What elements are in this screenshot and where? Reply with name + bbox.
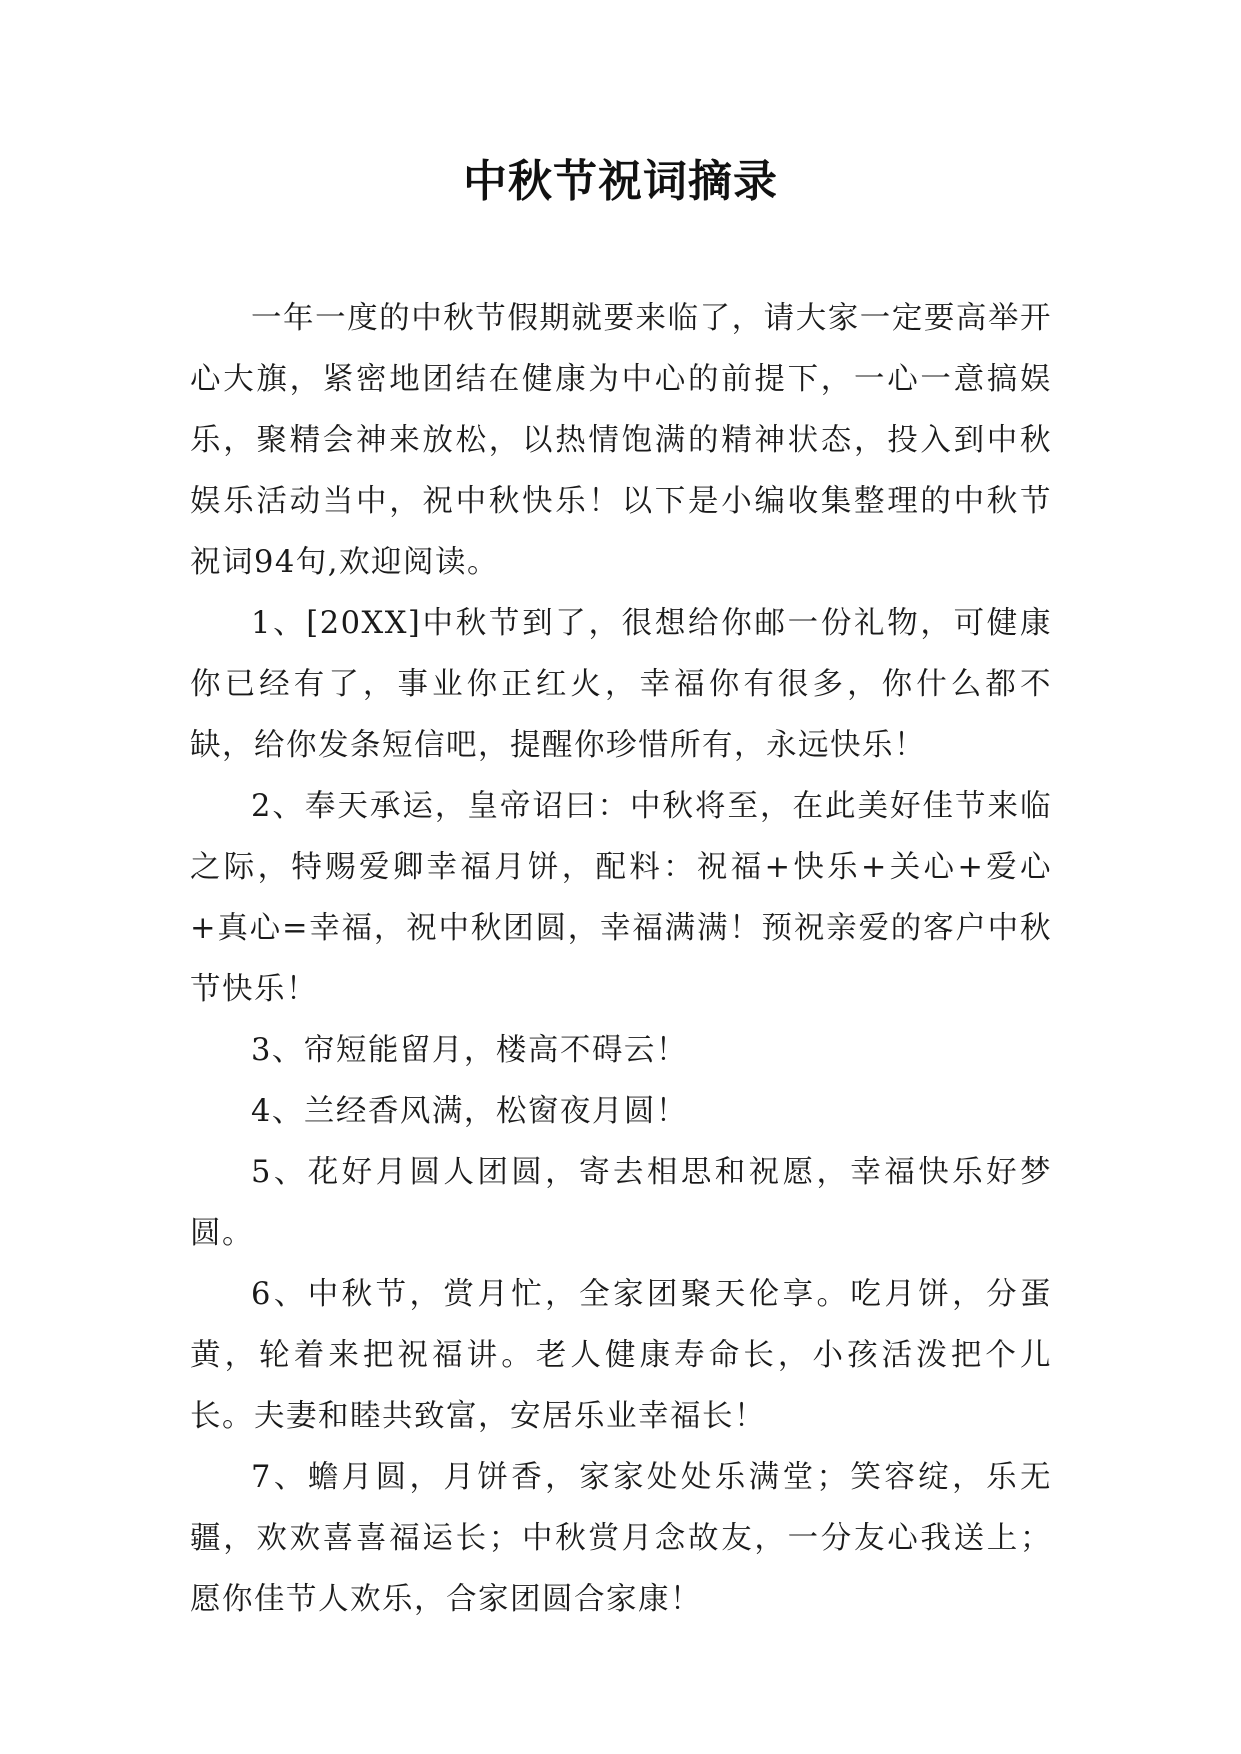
wish-item-7: 7、蟾月圆，月饼香，家家处处乐满堂；笑容绽，乐无疆，欢欢喜喜福运长；中秋赏月念故友，一分友心我送上；愿你佳节人欢乐，合家团圆合家康！ [190,1460,1052,1617]
document-body [190,288,1052,1630]
wish-item-5: 5、花好月圆人团圆，寄去相思和祝愿，幸福快乐好梦圆。 [190,1155,1052,1251]
wish-item-3: 3、帘短能留月，楼高不碍云！ [251,1033,688,1068]
wish-item-2: 2、奉天承运，皇帝诏曰：中秋将至，在此美好佳节来临之际，特赐爱卿幸福月饼，配料：祝福+快乐+关心+爱心+真心=幸福，祝中秋团圆，幸福满满！预祝亲爱的客户中秋节快乐！ [190,789,1052,1007]
document-title: 中秋节祝词摘录 [463,156,778,207]
wish-item-1: 1、[20XX]中秋节到了，很想给你邮一份礼物，可健康你已经有了，事业你正红火，幸福你有很多，你什么都不缺，给你发条短信吧，提醒你珍惜所有，永远快乐！ [190,606,1052,763]
wish-item-6: 6、中秋节，赏月忙，全家团聚天伦享。吃月饼，分蛋黄，轮着来把祝福讲。老人健康寿命长，小孩活泼把个儿长。夫妻和睦共致富，安居乐业幸福长！ [190,1277,1052,1434]
intro-paragraph: 一年一度的中秋节假期就要来临了，请大家一定要高举开心大旗，紧密地团结在健康为中心的前提下，一心一意搞娱乐，聚精会神来放松，以热情饱满的精神状态，投入到中秋娱乐活动当中，祝中秋快乐！以下是小编收集整理的中秋节祝词94句,欢迎阅读。 [190,301,1052,580]
wish-item-4: 4、兰经香风满，松窗夜月圆！ [251,1094,688,1129]
